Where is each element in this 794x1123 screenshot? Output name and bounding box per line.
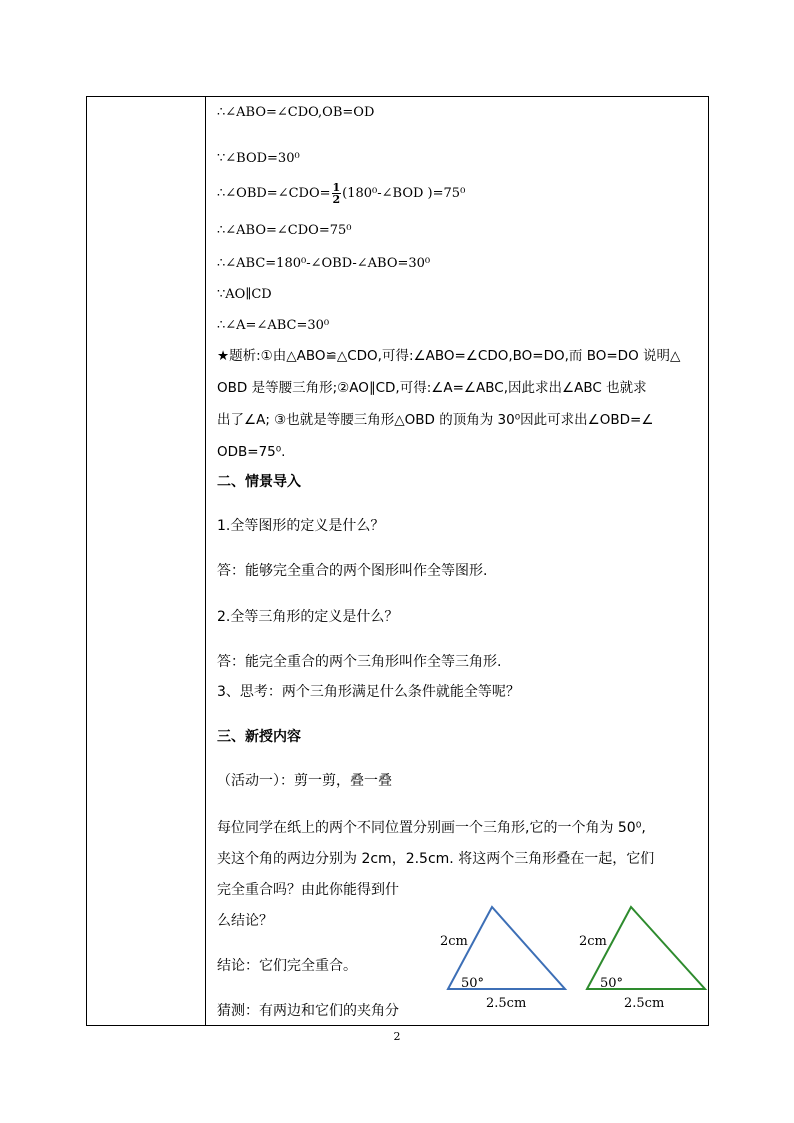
question-1: 1.全等图形的定义是什么？ <box>217 518 385 534</box>
fraction-numerator: 1 <box>332 181 341 194</box>
proof-line-7: ∴∠A=∠ABC=30⁰ <box>217 318 330 333</box>
proof-line-3-prefix: ∴∠OBD=∠CDO= <box>217 186 331 201</box>
proof-line-5: ∴∠ABC=180⁰-∠OBD-∠ABO=30⁰ <box>217 256 431 271</box>
proof-line-1: ∴∠ABO=∠CDO,OB=OD <box>217 105 375 120</box>
paragraph-line-4: 么结论？ <box>217 913 273 929</box>
triangle-2-base-label: 2.5cm <box>624 996 665 1011</box>
analysis-line-1: ★题析:①由△ABO≌△CDO,可得:∠ABO=∠CDO,BO=DO,而 BO=DO 说明△ <box>217 348 681 364</box>
activity-1-title: （活动一）：剪一剪，叠一叠 <box>217 773 392 789</box>
answer-1: 答：能够完全重合的两个图形叫作全等图形. <box>217 563 488 579</box>
proof-line-3 <box>217 182 465 205</box>
analysis-line-3: 出了∠A; ③也就是等腰三角形△OBD 的顶角为 30⁰因此可求出∠OBD=∠ <box>217 412 654 428</box>
lesson-table <box>86 96 709 1026</box>
guess-line: 猜测：有两边和它们的夹角分 <box>217 1003 399 1019</box>
triangle-1-base-label: 2.5cm <box>486 996 527 1011</box>
triangle-2-angle-label: 50° <box>600 976 624 991</box>
proof-line-2: ∵∠BOD=30⁰ <box>217 151 300 166</box>
answer-2: 答：能完全重合的两个三角形叫作全等三角形. <box>217 654 502 670</box>
proof-line-4: ∴∠ABO=∠CDO=75⁰ <box>217 223 352 238</box>
question-3: 3、思考：两个三角形满足什么条件就能全等呢？ <box>217 684 520 700</box>
paragraph-line-1: 每位同学在纸上的两个不同位置分别画一个三角形,它的一个角为 50⁰, <box>217 820 646 836</box>
section-heading-2: 二、情景导入 <box>217 474 301 490</box>
fraction-one-half <box>332 182 342 205</box>
proof-line-6: ∵AO∥CD <box>217 287 272 302</box>
conclusion-line: 结论：它们完全重合。 <box>217 958 357 974</box>
paragraph-line-2: 夹这个角的两边分别为 2cm，2.5cm. 将这两个三角形叠在一起，它们 <box>217 851 655 867</box>
paragraph-line-3: 完全重合吗？由此你能得到什 <box>217 882 399 898</box>
analysis-line-2: OBD 是等腰三角形;②AO∥CD,可得:∠A=∠ABC,因此求出∠ABC 也就求 <box>217 380 647 396</box>
fraction-denominator: 2 <box>332 193 341 206</box>
question-2: 2.全等三角形的定义是什么？ <box>217 609 399 625</box>
page-number: 2 <box>393 1030 401 1043</box>
triangle-1-angle-label: 50° <box>461 976 485 991</box>
analysis-line-4: ODB=75⁰. <box>217 444 286 460</box>
section-heading-3: 三、新授内容 <box>217 729 301 745</box>
column-divider <box>205 97 206 1025</box>
triangle-2-side-label: 2cm <box>579 934 607 949</box>
proof-line-3-suffix: (180⁰-∠BOD )=75⁰ <box>342 186 466 201</box>
triangle-1-side-label: 2cm <box>440 934 468 949</box>
